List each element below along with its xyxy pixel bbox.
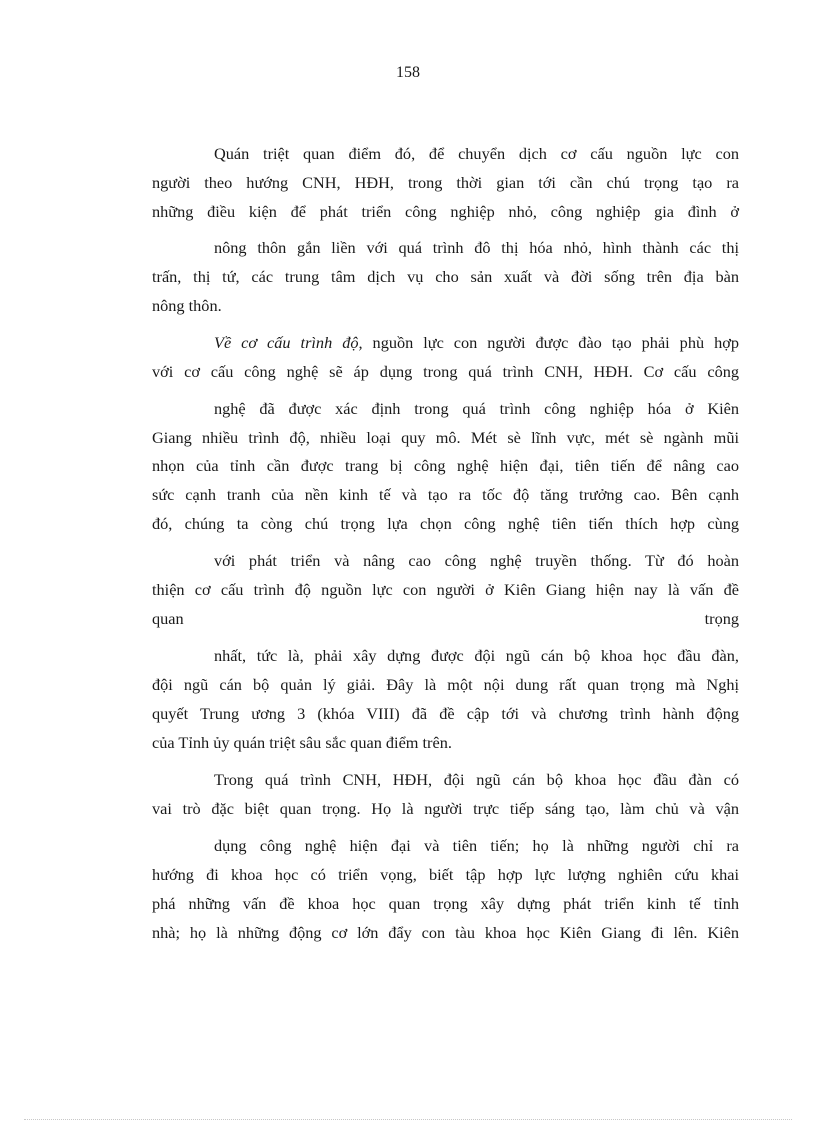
text-line: nghệ đã được xác định trong quá trình công nghiệp hóa ở Kiên [214,399,739,418]
text-line: vai trò đặc biệt quan trọng. Họ là người trực tiếp sáng tạo, làm chủ và vận [152,799,739,818]
text-span: nguồn lực con người được đào tạo phải phù hợp [362,333,739,352]
text-line: đó, chúng ta còng chú trọng lựa chọn công nghệ tiên tiến thích hợp cùng [152,514,739,533]
text-line: nhà; họ là những động cơ lớn đẩy con tàu khoa học Kiên Giang đi lên. Kiên [152,923,739,942]
text-span: trọng [704,609,739,628]
text-line: Quán triệt quan điểm đó, để chuyển dịch cơ cấu nguồn lực con [214,144,739,163]
text-line: hướng đi khoa học có triển vọng, biết tập hợp lực lượng nghiên cứu khai [152,865,739,884]
text-line: phá những vấn đề khoa học quan trọng xây dựng phát triển kinh tế tỉnh [152,894,739,913]
text-line: với phát triển và nâng cao công nghệ truyền thống. Từ đó hoàn [214,551,739,570]
text-line [152,332,739,354]
text-line: nhất, tức là, phải xây dựng được đội ngũ cán bộ khoa học đầu đàn, [214,646,739,665]
text-line: trấn, thị tứ, các trung tâm dịch vụ cho sản xuất và đời sống trên địa bàn [152,267,739,286]
text-line: những điều kiện để phát triển công nghiệp nhỏ, công nghiệp gia đình ở [152,202,739,221]
footer-divider [24,1119,792,1120]
text-line: sức cạnh tranh của nền kinh tế và tạo ra tốc độ tăng trưởng cao. Bên cạnh [152,485,739,504]
text-line: người theo hướng CNH, HĐH, trong thời gian tới cần chú trọng tạo ra [152,173,739,192]
text-line: nông thôn. [152,296,222,315]
text-line: Giang nhiều trình độ, nhiều loại quy mô. Mét sè lĩnh vực, mét sè ngành mũi [152,428,739,447]
text-line: với cơ cấu công nghệ sẽ áp dụng trong quá trình CNH, HĐH. Cơ cấu công [152,362,739,381]
text-line: dụng công nghệ hiện đại và tiên tiến; họ là những người chỉ ra [214,836,739,855]
italic-heading: Về cơ cấu trình độ, [214,333,363,352]
text-line [152,608,739,630]
text-span: quan [152,609,184,628]
text-line: quyết Trung ương 3 (khóa VIII) đã đề cập tới và chương trình hành động [152,704,739,723]
page-number: 158 [396,64,420,81]
text-line: Trong quá trình CNH, HĐH, đội ngũ cán bộ khoa học đầu đàn có [214,770,739,789]
text-line: đội ngũ cán bộ quản lý giải. Đây là một nội dung rất quan trọng mà Nghị [152,675,739,694]
text-line: thiện cơ cấu trình độ nguồn lực con người ở Kiên Giang hiện nay là vấn đề [152,580,739,599]
text-line: của Tỉnh ủy quán triệt sâu sắc quan điểm trên. [152,733,452,752]
text-line: nông thôn gắn liền với quá trình đô thị hóa nhỏ, hình thành các thị [214,238,739,257]
text-line: nhọn của tỉnh cần được trang bị công nghệ hiện đại, tiên tiến để nâng cao [152,456,739,475]
